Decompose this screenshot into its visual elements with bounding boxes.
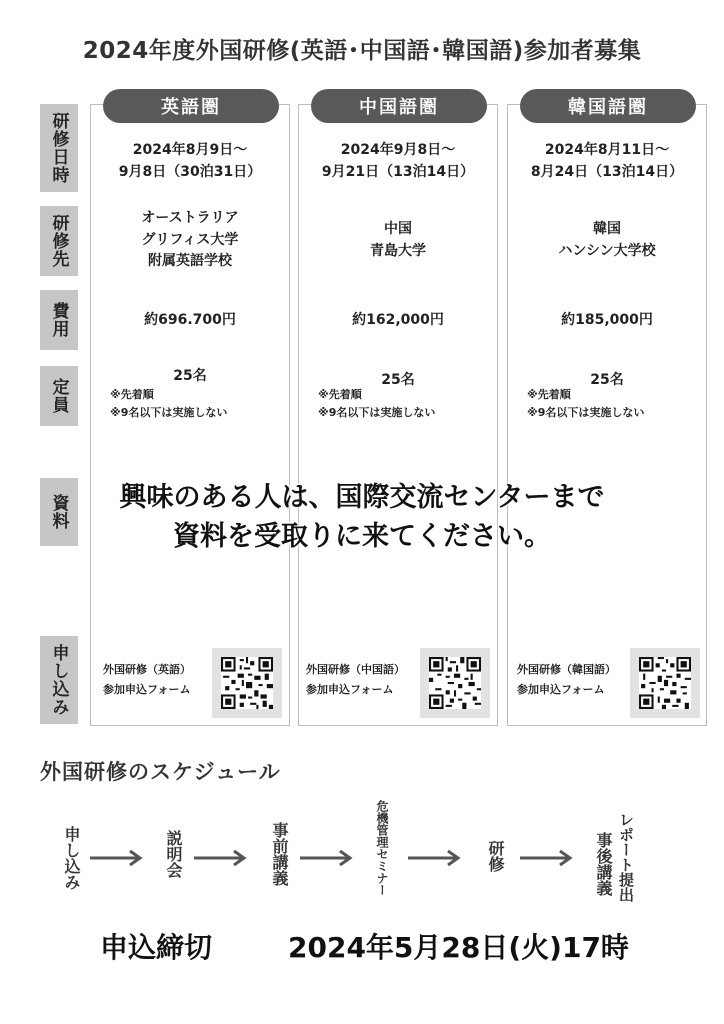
capacity-note: ※9名以下は実施しない [110, 405, 228, 419]
schedule-step-training: 研修 [486, 840, 505, 872]
date-line2: 9月21日（13泊14日） [321, 163, 475, 180]
date-line1: 2024年9月8日～ [340, 142, 456, 158]
destination-line: 附属英語学校 [148, 253, 232, 270]
row-label-destination [40, 206, 78, 276]
destination-line: オーストラリア [141, 210, 239, 226]
schedule-step-apply: 申し込み [62, 826, 81, 890]
apply-label-chinese [306, 660, 405, 700]
column-header-korean: 韓国語圏 [520, 89, 696, 123]
capacity-note: ※先着順 [318, 388, 362, 401]
apply-label-line1: 外国研修（韓国語） [517, 663, 616, 676]
apply-label-line2: 参加申込フォーム [517, 682, 605, 696]
capacity-notes-english [110, 386, 227, 421]
page-title: 2024年度外国研修(英語･中国語･韓国語)参加者募集 [82, 38, 642, 64]
fee-chinese: 約162,000円 [352, 312, 444, 328]
date-line2: 8月24日（13泊14日） [530, 163, 684, 180]
schedule-step-pre-lecture: 事前講義 [270, 822, 289, 886]
materials-message [0, 478, 724, 556]
fee-english: 約696.700円 [144, 312, 236, 328]
apply-label-line1: 外国研修（中国語） [306, 663, 405, 676]
dates-chinese [298, 140, 498, 183]
arrow-right-icon [408, 848, 466, 868]
row-label-fee [40, 290, 78, 350]
row-label-destination-text: 研修先 [48, 214, 69, 268]
date-line1: 2024年8月11日～ [544, 142, 670, 158]
deadline-label: 申込締切 [100, 931, 213, 964]
row-label-materials-text: 資料 [48, 494, 69, 530]
arrow-right-icon [300, 848, 358, 868]
qr-code-icon [221, 657, 273, 709]
schedule-step-post-lecture: 事後講義 [594, 832, 613, 896]
capacity-chinese: 25名 [381, 372, 415, 388]
arrow-right-icon [194, 848, 252, 868]
row-label-apply-text: 申し込み [48, 644, 69, 716]
row-label-dates [40, 104, 78, 192]
capacity-note: ※先着順 [527, 388, 571, 401]
row-label-dates-text: 研修日時 [48, 112, 69, 184]
deadline-date: 2024年5月28日(火)17時 [288, 931, 629, 964]
apply-label-line2: 参加申込フォーム [103, 682, 191, 696]
destination-line: グリフィス大学 [141, 231, 239, 248]
date-line1: 2024年8月9日～ [132, 142, 248, 158]
capacity-korean: 25名 [590, 372, 624, 388]
apply-label-line1: 外国研修（英語） [103, 663, 191, 676]
arrow-right-icon [90, 848, 148, 868]
qr-code-korean[interactable] [630, 648, 700, 718]
capacity-notes-chinese [318, 386, 435, 421]
destination-line: ハンシン大学校 [558, 242, 656, 259]
capacity-note: ※先着順 [110, 388, 154, 401]
destination-chinese [298, 219, 498, 262]
destination-line: 韓国 [593, 221, 621, 237]
capacity-note: ※9名以下は実施しない [318, 405, 436, 419]
schedule-step-report: レポート提出 [617, 812, 635, 902]
qr-code-english[interactable] [212, 648, 282, 718]
column-header-english: 英語圏 [103, 89, 279, 123]
apply-label-line2: 参加申込フォーム [306, 682, 394, 696]
row-label-apply [40, 636, 78, 724]
qr-code-icon [639, 657, 691, 709]
destination-korean [507, 219, 707, 262]
qr-code-chinese[interactable] [420, 648, 490, 718]
schedule-title: 外国研修のスケジュール [40, 760, 281, 784]
capacity-note: ※9名以下は実施しない [527, 405, 645, 419]
row-label-fee-text: 費用 [48, 302, 69, 338]
dates-korean [507, 140, 707, 183]
date-line2: 9月8日（30泊31日） [118, 163, 262, 180]
apply-label-korean [517, 660, 616, 700]
row-label-capacity [40, 366, 78, 426]
qr-code-icon [429, 657, 481, 709]
materials-message-line2: 資料を受取りに来てください。 [173, 521, 551, 553]
column-header-chinese: 中国語圏 [311, 89, 487, 123]
schedule-step-briefing: 説明会 [164, 830, 183, 878]
destination-line: 中国 [384, 221, 412, 237]
destination-english [90, 208, 290, 273]
row-label-capacity-text: 定員 [48, 378, 69, 414]
destination-line: 青島大学 [370, 242, 426, 259]
fee-korean: 約185,000円 [561, 312, 653, 328]
arrow-right-icon [520, 848, 578, 868]
schedule-step-crisis-seminar: 危機管理セミナー [375, 800, 389, 896]
apply-label-english [103, 660, 191, 700]
dates-english [90, 140, 290, 183]
capacity-notes-korean [527, 386, 644, 421]
materials-message-line1: 興味のある人は、国際交流センターまで [119, 482, 605, 513]
capacity-english: 25名 [173, 368, 207, 384]
